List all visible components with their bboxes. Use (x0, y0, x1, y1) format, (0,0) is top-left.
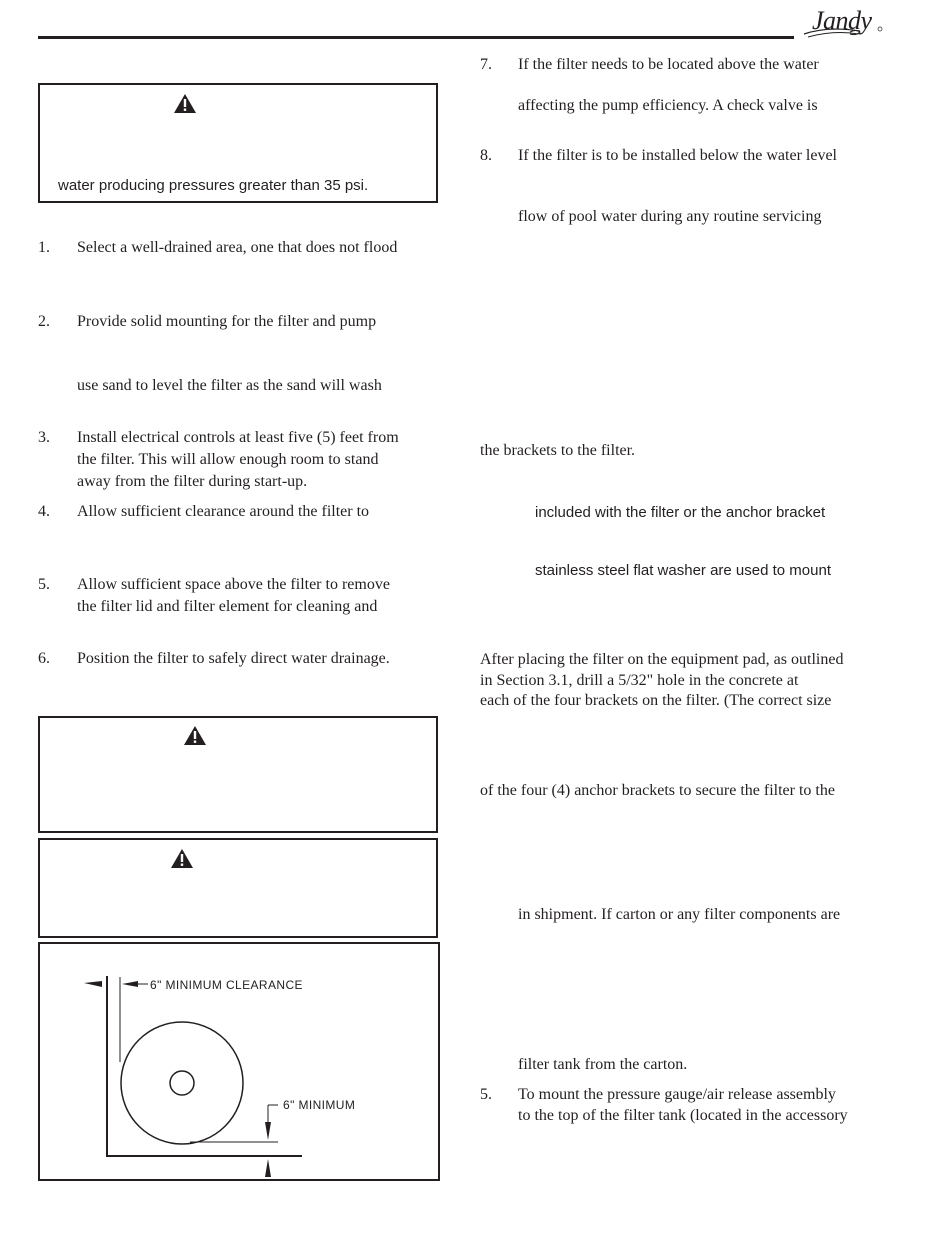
item-number: 1. (38, 239, 50, 256)
left-item-2-continued: use sand to level the filter as the sand will wash (77, 377, 382, 394)
item-text-line-2: the filter lid and filter element for cleaning and (77, 598, 378, 615)
item-text-line-1: Install electrical controls at least five (5) feet from (77, 429, 399, 446)
carton-line: filter tank from the carton. (518, 1056, 688, 1073)
warning-box-1-text: water producing pressures greater than 35 psi. (58, 177, 369, 194)
item-text-line-2: the filter. This will allow enough room to stand (77, 451, 379, 468)
logo-text: Jandy (812, 6, 872, 35)
header-rule (38, 36, 794, 39)
item-text: Select a well-drained area, one that does not flood (77, 239, 398, 256)
item-number: 5. (38, 576, 50, 593)
right-item-8-continued: flow of pool water during any routine servicing (518, 208, 822, 225)
item-text: If the filter needs to be located above the water (518, 56, 819, 73)
item-text: Provide solid mounting for the filter and pump (77, 313, 377, 330)
warning-triangle-icon (183, 725, 207, 746)
note-line-1: included with the filter or the anchor bracket (535, 504, 826, 521)
item-text-line-1: To mount the pressure gauge/air release assembly (518, 1086, 836, 1103)
anchor-para-line-2: in Section 3.1, drill a 5/32" hole in the concrete at (480, 672, 799, 689)
anchor-para-line-3: each of the four brackets on the filter. (The correct size (480, 692, 832, 709)
note-line-2: stainless steel flat washer are used to mount (535, 562, 831, 579)
warning-box-1 (38, 83, 438, 203)
warning-triangle-icon (173, 93, 197, 114)
item-number: 8. (480, 147, 492, 164)
item-text-line-1: Allow sufficient space above the filter to remove (77, 576, 390, 593)
anchor-para-line-4: of the four (4) anchor brackets to secure the filter to the (480, 782, 835, 799)
item-number: 7. (480, 56, 492, 73)
item-number: 3. (38, 429, 50, 446)
item-number: 5. (480, 1086, 492, 1103)
clearance-diagram (38, 942, 440, 1181)
warning-box-3 (38, 838, 438, 938)
clearance-label-top: 6" MINIMUM CLEARANCE (150, 978, 303, 992)
warning-box-2 (38, 716, 438, 833)
jandy-logo (798, 4, 890, 44)
clearance-label-bottom: 6" MINIMUM (283, 1098, 356, 1112)
brackets-line: the brackets to the filter. (480, 442, 636, 459)
shipment-line: in shipment. If carton or any filter components are (518, 906, 841, 923)
item-number: 4. (38, 503, 50, 520)
logo-swoosh-icon (798, 4, 890, 44)
item-text-line-3: away from the filter during start-up. (77, 473, 308, 490)
item-number: 6. (38, 650, 50, 667)
item-text: Allow sufficient clearance around the filter to (77, 503, 370, 520)
warning-triangle-icon (170, 848, 194, 869)
item-text: If the filter is to be installed below the water level (518, 147, 837, 164)
item-number: 2. (38, 313, 50, 330)
item-text: Position the filter to safely direct water drainage. (77, 650, 390, 667)
anchor-para-line-1: After placing the filter on the equipment pad, as outlined (480, 651, 844, 668)
item-text-line-2: to the top of the filter tank (located in the accessory (518, 1107, 848, 1124)
right-item-7-continued: affecting the pump efficiency. A check valve is (518, 97, 818, 114)
